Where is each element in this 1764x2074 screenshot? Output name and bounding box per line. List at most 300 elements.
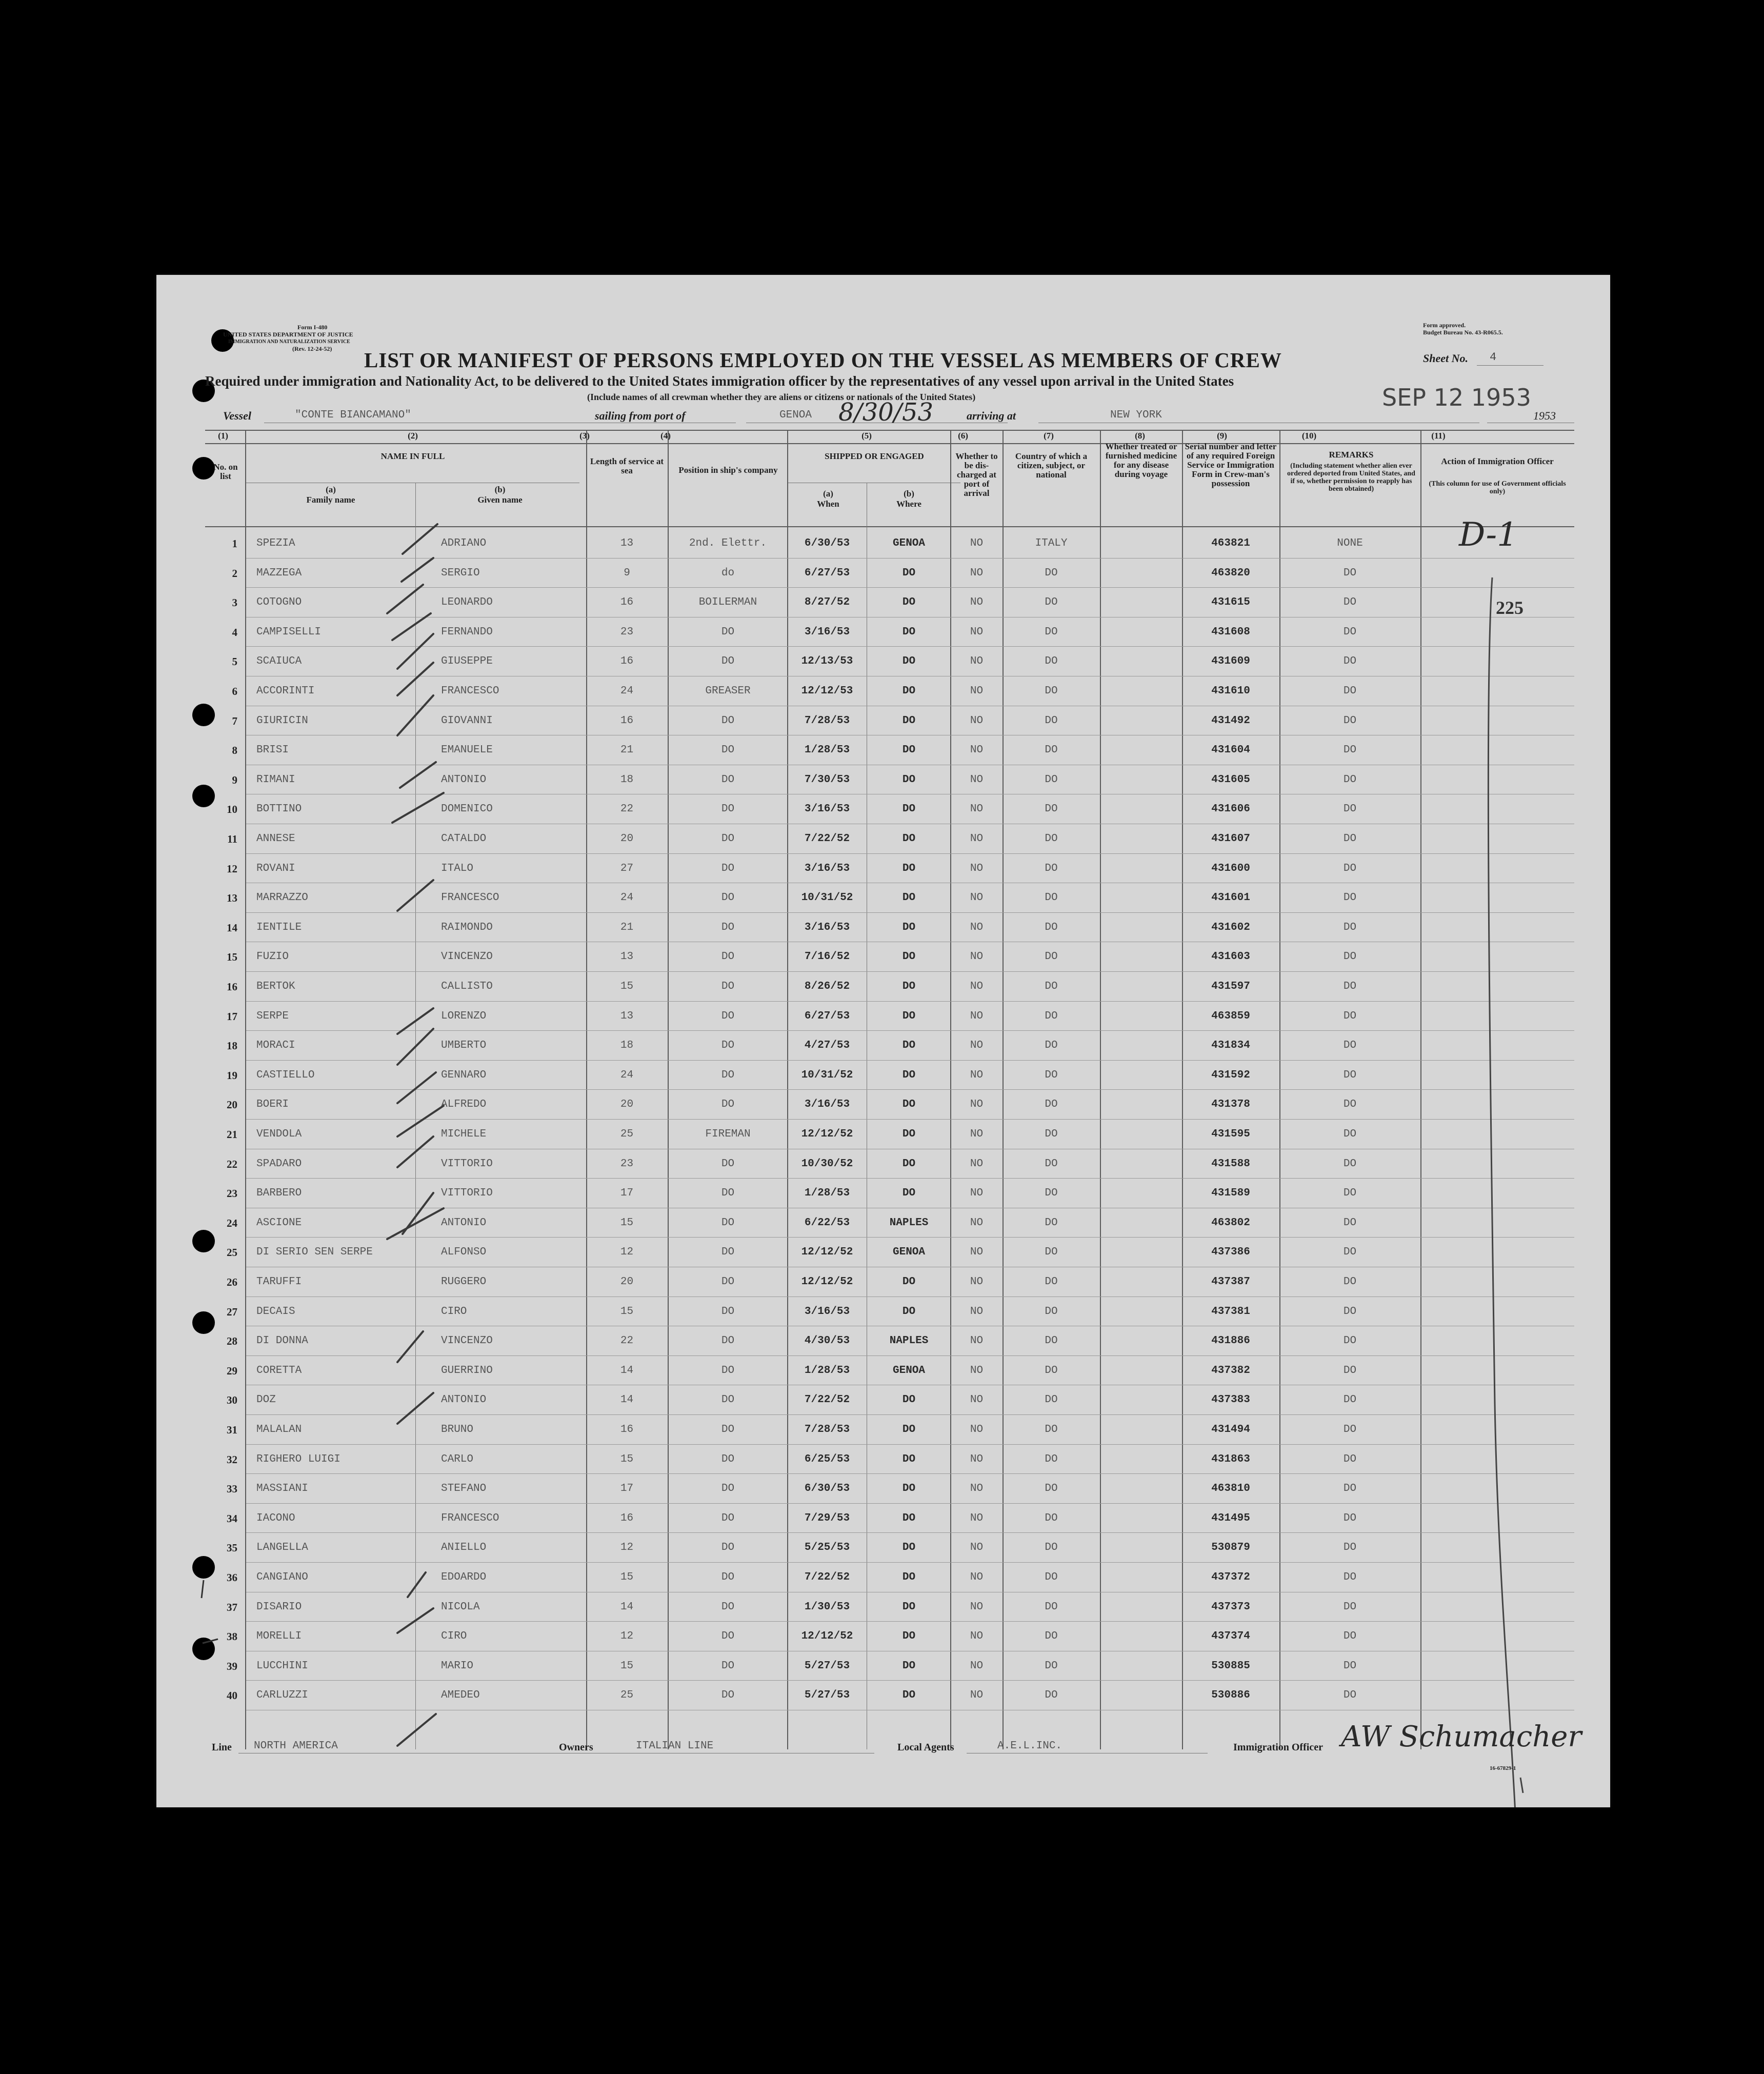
remarks-cell: DO: [1343, 1158, 1357, 1170]
length-of-service-cell: 13: [620, 951, 634, 963]
family-name-cell: BOERI: [256, 1099, 289, 1111]
col-head-remarks: REMARKS: [1329, 450, 1374, 460]
family-name-cell: CARLUZZI: [256, 1689, 308, 1702]
position-cell: DO: [721, 773, 735, 786]
country-cell: DO: [1045, 1394, 1058, 1406]
discharged-cell: NO: [970, 1158, 984, 1170]
given-name-cell: BRUNO: [441, 1424, 474, 1435]
position-cell: DO: [721, 1601, 735, 1613]
remarks-cell: DO: [1343, 626, 1357, 638]
length-of-service-cell: 15: [620, 1660, 634, 1672]
given-name-cell: SERGIO: [441, 567, 480, 579]
shipped-where-cell: DO: [902, 921, 916, 933]
length-of-service-cell: 24: [620, 685, 634, 697]
given-name-cell: GENNARO: [441, 1069, 487, 1081]
shipped-when-cell: 1/28/53: [804, 744, 850, 756]
position-cell: DO: [721, 892, 735, 904]
given-name-cell: LORENZO: [441, 1010, 487, 1022]
country-cell: DO: [1045, 1512, 1058, 1524]
position-cell: DO: [721, 1483, 735, 1495]
family-name-cell: BARBERO: [256, 1187, 302, 1200]
country-cell: DO: [1045, 744, 1058, 756]
shipped-when-cell: 12/12/53: [801, 685, 853, 697]
family-name-cell: MARRAZZO: [256, 892, 308, 904]
country-cell: DO: [1045, 981, 1058, 992]
col-head-when-sub: (a): [823, 489, 833, 498]
country-cell: DO: [1045, 1128, 1058, 1140]
shipped-where-cell: DO: [902, 1128, 916, 1140]
position-cell: DO: [721, 862, 735, 874]
shipped-where-cell: DO: [902, 655, 916, 668]
family-name-cell: CORETTA: [256, 1364, 302, 1377]
col-num-7: (7): [1044, 431, 1054, 441]
discharged-cell: NO: [970, 744, 984, 756]
length-of-service-cell: 24: [620, 1069, 634, 1081]
country-cell: DO: [1045, 626, 1058, 638]
length-of-service-cell: 15: [620, 1217, 634, 1229]
shipped-where-cell: NAPLES: [889, 1217, 929, 1229]
shipped-where-cell: GENOA: [892, 1364, 925, 1377]
shipped-where-cell: DO: [902, 596, 916, 609]
col-num-9: (9): [1217, 431, 1227, 441]
serial-number-cell: 431592: [1211, 1069, 1250, 1081]
serial-number-cell: 431615: [1211, 596, 1250, 609]
form-number: Form I-480: [297, 324, 328, 331]
remarks-cell: NONE: [1337, 537, 1363, 549]
length-of-service-cell: 22: [620, 1335, 634, 1347]
serial-number-cell: 530885: [1211, 1660, 1250, 1672]
length-of-service-cell: 13: [620, 537, 634, 549]
shipped-where-cell: GENOA: [892, 1246, 925, 1259]
shipped-where-cell: DO: [902, 803, 916, 815]
length-of-service-cell: 23: [620, 1158, 634, 1170]
country-cell: DO: [1045, 921, 1058, 933]
punch-hole: [192, 785, 215, 807]
family-name-cell: CANGIANO: [256, 1571, 308, 1583]
given-name-cell: RAIMONDO: [441, 921, 493, 933]
shipped-where-cell: DO: [902, 1069, 916, 1081]
family-name-cell: IACONO: [256, 1512, 295, 1524]
col-num-1: (1): [218, 431, 228, 441]
given-name-cell: VINCENZO: [441, 951, 493, 963]
country-cell: DO: [1045, 1246, 1058, 1259]
row-number: 29: [227, 1364, 237, 1377]
position-cell: 2nd. Elettr.: [689, 537, 767, 549]
row-number: 21: [227, 1128, 237, 1141]
given-name-cell: LEONARDO: [441, 596, 493, 609]
discharged-cell: NO: [970, 1040, 984, 1052]
position-cell: DO: [721, 655, 735, 668]
col-head-shipped: SHIPPED OR ENGAGED: [825, 451, 924, 461]
length-of-service-cell: 25: [620, 1128, 634, 1140]
serial-number-cell: 530886: [1211, 1689, 1250, 1702]
shipped-where-cell: DO: [902, 1453, 916, 1465]
col-head-where-sub: (b): [904, 489, 914, 498]
family-name-cell: RIMANI: [256, 773, 295, 786]
country-cell: DO: [1045, 1660, 1058, 1672]
family-name-cell: DISARIO: [256, 1601, 302, 1613]
row-number: 17: [227, 1010, 237, 1023]
position-cell: DO: [721, 1512, 735, 1524]
discharged-cell: NO: [970, 1630, 984, 1643]
shipped-where-cell: DO: [902, 744, 916, 756]
position-cell: BOILERMAN: [698, 596, 757, 609]
position-cell: DO: [721, 626, 735, 638]
length-of-service-cell: 12: [620, 1246, 634, 1259]
position-cell: DO: [721, 833, 735, 845]
length-of-service-cell: 21: [620, 744, 634, 756]
row-number: 24: [227, 1217, 237, 1229]
col-head-discharged: Whether to be dis-charged at port of arrival: [955, 451, 998, 498]
shipped-where-cell: DO: [902, 1010, 916, 1022]
given-name-cell: MICHELE: [441, 1128, 487, 1140]
row-number: 28: [227, 1335, 237, 1348]
sheet-number-label: Sheet No.: [1423, 352, 1468, 365]
country-cell: DO: [1045, 685, 1058, 697]
row-number: 38: [227, 1630, 237, 1643]
row-number: 9: [232, 773, 237, 786]
discharged-cell: NO: [970, 685, 984, 697]
remarks-cell: DO: [1343, 1424, 1357, 1435]
row-number: 37: [227, 1601, 237, 1613]
serial-number-cell: 431495: [1211, 1512, 1250, 1524]
sailing-port: GENOA: [779, 409, 812, 421]
discharged-cell: NO: [970, 1571, 984, 1583]
shipped-when-cell: 3/16/53: [804, 1305, 850, 1318]
country-cell: DO: [1045, 714, 1058, 727]
arriving-label: arriving at: [967, 409, 1016, 422]
remarks-cell: DO: [1343, 714, 1357, 727]
print-code: 16-67829-1: [1490, 1765, 1516, 1771]
position-cell: DO: [721, 1335, 735, 1347]
family-name-cell: ASCIONE: [256, 1217, 302, 1229]
row-number: 5: [232, 655, 237, 668]
length-of-service-cell: 14: [620, 1394, 634, 1406]
remarks-cell: DO: [1343, 655, 1357, 668]
footer-line-label: Line: [212, 1742, 232, 1753]
serial-number-cell: 437373: [1211, 1601, 1250, 1613]
discharged-cell: NO: [970, 714, 984, 727]
shipped-where-cell: DO: [902, 1040, 916, 1052]
col-num-5: (5): [861, 431, 872, 441]
country-cell: DO: [1045, 1335, 1058, 1347]
row-number: 13: [227, 892, 237, 905]
document-subtitle: Required under immigration and Nationality Act, to be delivered to the United States immigration officer by the representatives of any vessel upon arrival in the United States: [205, 373, 1234, 389]
col-head-serial: Serial number and letter of any required Foreign Service or Immigration Form in Crew-man's possession: [1185, 442, 1277, 488]
discharged-cell: NO: [970, 1364, 984, 1377]
serial-number-cell: 431378: [1211, 1099, 1250, 1111]
shipped-where-cell: DO: [902, 833, 916, 845]
length-of-service-cell: 23: [620, 626, 634, 638]
discharged-cell: NO: [970, 1217, 984, 1229]
row-number: 19: [227, 1069, 237, 1082]
shipped-where-cell: DO: [902, 1571, 916, 1583]
shipped-when-cell: 5/27/53: [804, 1660, 850, 1672]
discharged-cell: NO: [970, 773, 984, 786]
given-name-cell: ANTONIO: [441, 1394, 487, 1406]
col-num-6: (6): [958, 431, 968, 441]
sheet-number: 4: [1490, 351, 1497, 364]
remarks-cell: DO: [1343, 1571, 1357, 1583]
given-name-cell: VINCENZO: [441, 1335, 493, 1347]
position-cell: DO: [721, 1542, 735, 1554]
punch-hole: [192, 1556, 215, 1579]
punch-hole: [192, 1638, 215, 1660]
length-of-service-cell: 17: [620, 1187, 634, 1200]
shipped-when-cell: 3/16/53: [804, 803, 850, 815]
position-cell: DO: [721, 803, 735, 815]
discharged-cell: NO: [970, 862, 984, 874]
given-name-cell: AMEDEO: [441, 1689, 480, 1702]
position-cell: DO: [721, 921, 735, 933]
serial-number-cell: 431834: [1211, 1040, 1250, 1052]
length-of-service-cell: 15: [620, 1305, 634, 1318]
serial-number-cell: 463820: [1211, 567, 1250, 579]
remarks-cell: DO: [1343, 1099, 1357, 1111]
given-name-cell: STEFANO: [441, 1483, 487, 1495]
serial-number-cell: 431610: [1211, 685, 1250, 697]
family-name-cell: COTOGNO: [256, 596, 302, 609]
given-name-cell: UMBERTO: [441, 1040, 487, 1052]
col-head-given-name: Given name: [477, 495, 523, 505]
officer-signature: AW Schumacher: [1341, 1720, 1582, 1753]
row-number: 12: [227, 862, 237, 875]
discharged-cell: NO: [970, 1276, 984, 1288]
shipped-when-cell: 5/25/53: [804, 1542, 850, 1554]
position-cell: DO: [721, 714, 735, 727]
row-number: 32: [227, 1453, 237, 1466]
col-num-4: (4): [660, 431, 671, 441]
shipped-where-cell: DO: [902, 1099, 916, 1111]
punch-hole: [192, 704, 215, 726]
given-name-cell: GIOVANNI: [441, 714, 493, 727]
shipped-when-cell: 6/30/53: [804, 537, 850, 549]
remarks-cell: DO: [1343, 1689, 1357, 1702]
discharged-cell: NO: [970, 1335, 984, 1347]
family-name-cell: SERPE: [256, 1010, 289, 1022]
country-cell: DO: [1045, 1364, 1058, 1377]
shipped-when-cell: 7/22/52: [804, 1571, 850, 1583]
discharged-cell: NO: [970, 1512, 984, 1524]
country-cell: DO: [1045, 596, 1058, 609]
serial-number-cell: 431601: [1211, 892, 1250, 904]
row-number: 4: [232, 626, 237, 639]
given-name-cell: ALFREDO: [441, 1099, 487, 1111]
family-name-cell: MORACI: [256, 1040, 295, 1052]
family-name-cell: SPADARO: [256, 1158, 302, 1170]
length-of-service-cell: 25: [620, 1689, 634, 1702]
country-cell: DO: [1045, 1276, 1058, 1288]
discharged-cell: NO: [970, 567, 984, 579]
row-number: 10: [227, 803, 237, 816]
position-cell: DO: [721, 744, 735, 756]
serial-number-cell: 437387: [1211, 1276, 1250, 1288]
shipped-when-cell: 8/26/52: [804, 981, 850, 992]
serial-number-cell: 437382: [1211, 1364, 1250, 1377]
discharged-cell: NO: [970, 596, 984, 609]
remarks-cell: DO: [1343, 1483, 1357, 1495]
given-name-cell: ANIELLO: [441, 1542, 487, 1554]
shipped-when-cell: 3/16/53: [804, 862, 850, 874]
country-cell: DO: [1045, 1305, 1058, 1318]
serial-number-cell: 431600: [1211, 862, 1250, 874]
row-number: 7: [232, 714, 237, 727]
length-of-service-cell: 15: [620, 981, 634, 992]
shipped-when-cell: 7/28/53: [804, 714, 850, 727]
position-cell: DO: [721, 1158, 735, 1170]
given-name-cell: EDOARDO: [441, 1571, 487, 1583]
country-cell: DO: [1045, 833, 1058, 845]
length-of-service-cell: 16: [620, 596, 634, 609]
serial-number-cell: 463810: [1211, 1483, 1250, 1495]
shipped-when-cell: 12/12/52: [801, 1630, 853, 1643]
family-name-cell: GIURICIN: [256, 714, 308, 727]
shipped-when-cell: 5/27/53: [804, 1689, 850, 1702]
country-cell: DO: [1045, 1217, 1058, 1229]
length-of-service-cell: 22: [620, 803, 634, 815]
given-name-cell: FERNANDO: [441, 626, 493, 638]
footer-line-value: NORTH AMERICA: [254, 1740, 338, 1752]
shipped-where-cell: DO: [902, 981, 916, 992]
position-cell: DO: [721, 1305, 735, 1318]
shipped-where-cell: DO: [902, 892, 916, 904]
punch-hole: [192, 1311, 215, 1334]
country-cell: DO: [1045, 1099, 1058, 1111]
remarks-cell: DO: [1343, 1542, 1357, 1554]
row-number: 14: [227, 921, 237, 934]
shipped-where-cell: DO: [902, 951, 916, 963]
length-of-service-cell: 12: [620, 1630, 634, 1643]
family-name-cell: ANNESE: [256, 833, 295, 845]
crew-inclusion-note: (Include names of all crewman whether they are aliens or citizens or nationals of the United States): [587, 392, 976, 402]
remarks-cell: DO: [1343, 596, 1357, 609]
position-cell: DO: [721, 951, 735, 963]
shipped-when-cell: 6/22/53: [804, 1217, 850, 1229]
remarks-cell: DO: [1343, 744, 1357, 756]
shipped-when-cell: 4/30/53: [804, 1335, 850, 1347]
serial-number-cell: 431595: [1211, 1128, 1250, 1140]
remarks-cell: DO: [1343, 951, 1357, 963]
shipped-when-cell: 3/16/53: [804, 626, 850, 638]
remarks-cell: DO: [1343, 892, 1357, 904]
country-cell: DO: [1045, 1689, 1058, 1702]
remarks-cell: DO: [1343, 803, 1357, 815]
family-name-cell: IENTILE: [256, 921, 302, 933]
approval-line-2: Budget Bureau No. 43-R065.5.: [1423, 329, 1503, 336]
footer-agents-value: A.E.L.INC.: [997, 1740, 1063, 1752]
family-name-cell: BERTOK: [256, 981, 295, 992]
position-cell: DO: [721, 1660, 735, 1672]
row-number: 25: [227, 1246, 237, 1259]
punch-hole: [192, 457, 215, 480]
given-name-cell: CARLO: [441, 1453, 474, 1465]
serial-number-cell: 431608: [1211, 626, 1250, 638]
discharged-cell: NO: [970, 921, 984, 933]
serial-number-cell: 431606: [1211, 803, 1250, 815]
country-cell: DO: [1045, 1424, 1058, 1435]
serial-number-cell: 431604: [1211, 744, 1250, 756]
length-of-service-cell: 16: [620, 1512, 634, 1524]
country-cell: DO: [1045, 1069, 1058, 1081]
row-number: 18: [227, 1040, 237, 1052]
country-cell: DO: [1045, 1158, 1058, 1170]
shipped-where-cell: DO: [902, 1542, 916, 1554]
family-name-cell: SPEZIA: [256, 537, 295, 549]
remarks-cell: DO: [1343, 1335, 1357, 1347]
given-name-cell: FRANCESCO: [441, 1512, 499, 1524]
position-cell: DO: [721, 1276, 735, 1288]
length-of-service-cell: 27: [620, 862, 634, 874]
col-num-3: (3): [579, 431, 590, 441]
given-name-cell: GIUSEPPE: [441, 655, 493, 668]
year-suffix: 1953: [1533, 409, 1556, 422]
length-of-service-cell: 14: [620, 1601, 634, 1613]
shipped-where-cell: DO: [902, 862, 916, 874]
country-cell: DO: [1045, 892, 1058, 904]
given-name-cell: FRANCESCO: [441, 892, 499, 904]
serial-number-cell: 431492: [1211, 714, 1250, 727]
shipped-when-cell: 4/27/53: [804, 1040, 850, 1052]
position-cell: DO: [721, 1630, 735, 1643]
length-of-service-cell: 9: [624, 567, 630, 579]
country-cell: DO: [1045, 567, 1058, 579]
serial-number-cell: 437374: [1211, 1630, 1250, 1643]
discharged-cell: NO: [970, 1305, 984, 1318]
family-name-cell: ACCORINTI: [256, 685, 315, 697]
length-of-service-cell: 16: [620, 714, 634, 727]
country-cell: DO: [1045, 1010, 1058, 1022]
row-number: 26: [227, 1276, 237, 1288]
given-name-cell: CIRO: [441, 1305, 467, 1318]
shipped-where-cell: DO: [902, 1394, 916, 1406]
shipped-when-cell: 7/29/53: [804, 1512, 850, 1524]
col-head-action-note: (This column for use of Government officials only): [1429, 480, 1566, 495]
col-head-treated: Whether treated or furnished medicine for any disease during voyage: [1105, 442, 1177, 479]
family-name-cell: DI DONNA: [256, 1335, 308, 1347]
family-name-cell: CASTIELLO: [256, 1069, 315, 1081]
serial-number-cell: 431886: [1211, 1335, 1250, 1347]
serial-number-cell: 431603: [1211, 951, 1250, 963]
discharged-cell: NO: [970, 981, 984, 992]
family-name-cell: LUCCHINI: [256, 1660, 308, 1672]
given-name-cell: GUERRINO: [441, 1364, 493, 1377]
family-name-cell: BOTTINO: [256, 803, 302, 815]
position-cell: DO: [721, 1424, 735, 1435]
discharged-cell: NO: [970, 1424, 984, 1435]
discharged-cell: NO: [970, 833, 984, 845]
family-name-cell: SCAIUCA: [256, 655, 302, 668]
arriving-port: NEW YORK: [1110, 409, 1162, 421]
discharged-cell: NO: [970, 1483, 984, 1495]
country-cell: DO: [1045, 1453, 1058, 1465]
agency-line-1: UNITED STATES DEPARTMENT OF JUSTICE: [223, 331, 353, 338]
shipped-where-cell: DO: [902, 1483, 916, 1495]
remarks-cell: DO: [1343, 1276, 1357, 1288]
manifest-sheet: [156, 275, 1610, 1807]
family-name-cell: BRISI: [256, 744, 289, 756]
position-cell: DO: [721, 1364, 735, 1377]
discharged-cell: NO: [970, 1689, 984, 1702]
length-of-service-cell: 15: [620, 1571, 634, 1583]
discharged-cell: NO: [970, 1069, 984, 1081]
serial-number-cell: 463821: [1211, 537, 1250, 549]
shipped-where-cell: DO: [902, 1187, 916, 1200]
length-of-service-cell: 12: [620, 1542, 634, 1554]
given-name-cell: MARIO: [441, 1660, 474, 1672]
position-cell: DO: [721, 1689, 735, 1702]
row-number: 33: [227, 1483, 237, 1495]
remarks-cell: DO: [1343, 1601, 1357, 1613]
